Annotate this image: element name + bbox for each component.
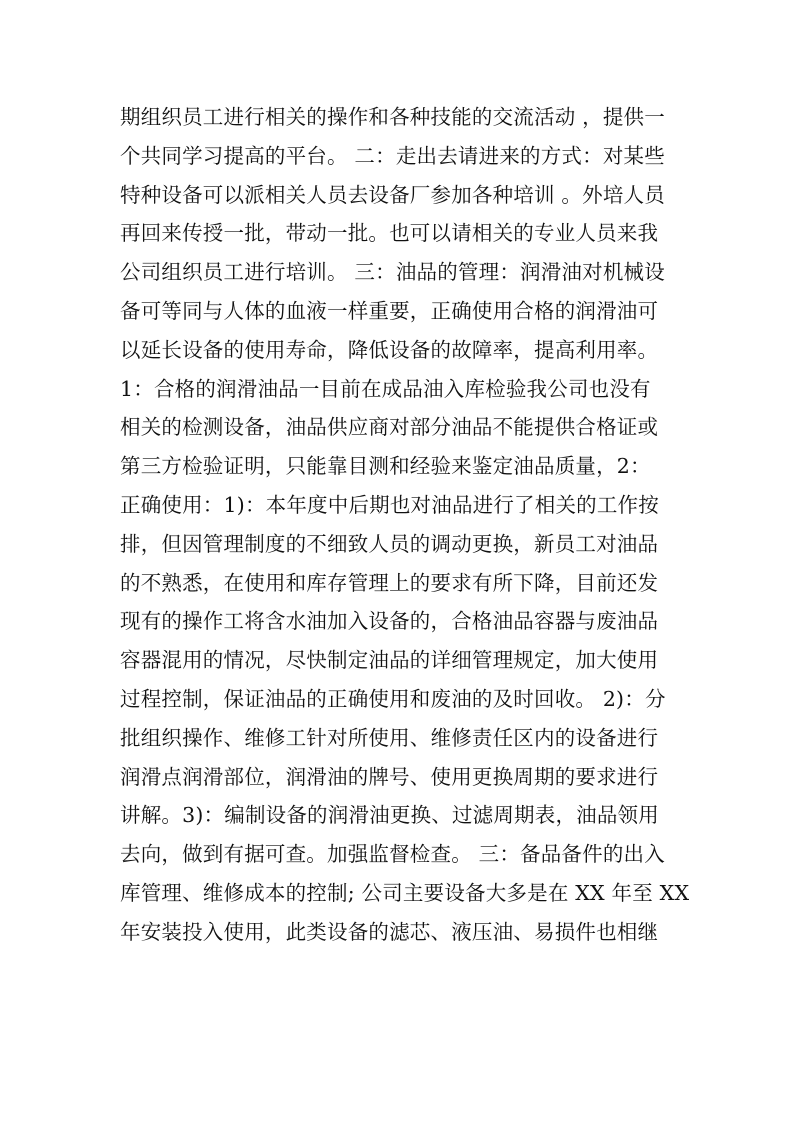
text-line: 的不熟悉，在使用和库存管理上的要求有所下降，目前还发	[120, 570, 659, 595]
body-text	[120, 98, 695, 952]
text-line: 现有的操作工将含水油加入设备的，合格油品容器与废油品	[120, 609, 659, 634]
text-line: 讲解。3)：编制设备的润滑油更换、过滤周期表，油品领用	[120, 803, 659, 828]
text-line: 特种设备可以派相关人员去设备厂参加各种培训 。外培人员	[120, 182, 665, 207]
text-line: 公司组织员工进行培训。 三：油品的管理：润滑油对机械设	[120, 260, 665, 285]
text-line: 正确使用：1)：本年度中后期也对油品进行了相关的工作按	[120, 492, 659, 517]
text-line: 过程控制，保证油品的正确使用和废油的及时回收。 2)：分	[120, 686, 666, 711]
text-line: 相关的检测设备，油品供应商对部分油品不能提供合格证或	[120, 415, 659, 440]
text-line: 再回来传授一批，带动一批。也可以请相关的专业人员来我	[120, 221, 659, 246]
text-line: 容器混用的情况，尽快制定油品的详细管理规定，加大使用	[120, 648, 659, 673]
text-line: 备可等同与人体的血液一样重要，正确使用合格的润滑油可	[120, 298, 659, 323]
text-line: 1：合格的润滑油品一目前在成品油入库检验我公司也没有	[120, 376, 651, 401]
text-line: 第三方检验证明，只能靠目测和经验来鉴定油品质量，2：	[120, 454, 651, 479]
text-line: 排，但因管理制度的不细致人员的调动更换，新员工对油品	[120, 531, 659, 556]
text-line: 批组织操作、维修工针对所使用、维修责任区内的设备进行	[120, 725, 659, 750]
text-line: 库管理、维修成本的控制; 公司主要设备大多是在 XX 年至 XX	[120, 880, 690, 905]
text-line: 以延长设备的使用寿命，降低设备的故障率，提高利用率。	[120, 337, 659, 362]
text-line: 年安装投入使用，此类设备的滤芯、液压油、易损件也相继	[120, 919, 659, 944]
text-line: 去向，做到有据可查。加强监督检查。 三：备品备件的出入	[120, 842, 665, 867]
text-line: 个共同学习提高的平台。 二：走出去请进来的方式：对某些	[120, 143, 665, 168]
text-line: 润滑点润滑部位，润滑油的牌号、使用更换周期的要求进行	[120, 764, 659, 789]
text-line: 期组织员工进行相关的操作和各种技能的交流活动 ，提供一	[120, 105, 665, 129]
